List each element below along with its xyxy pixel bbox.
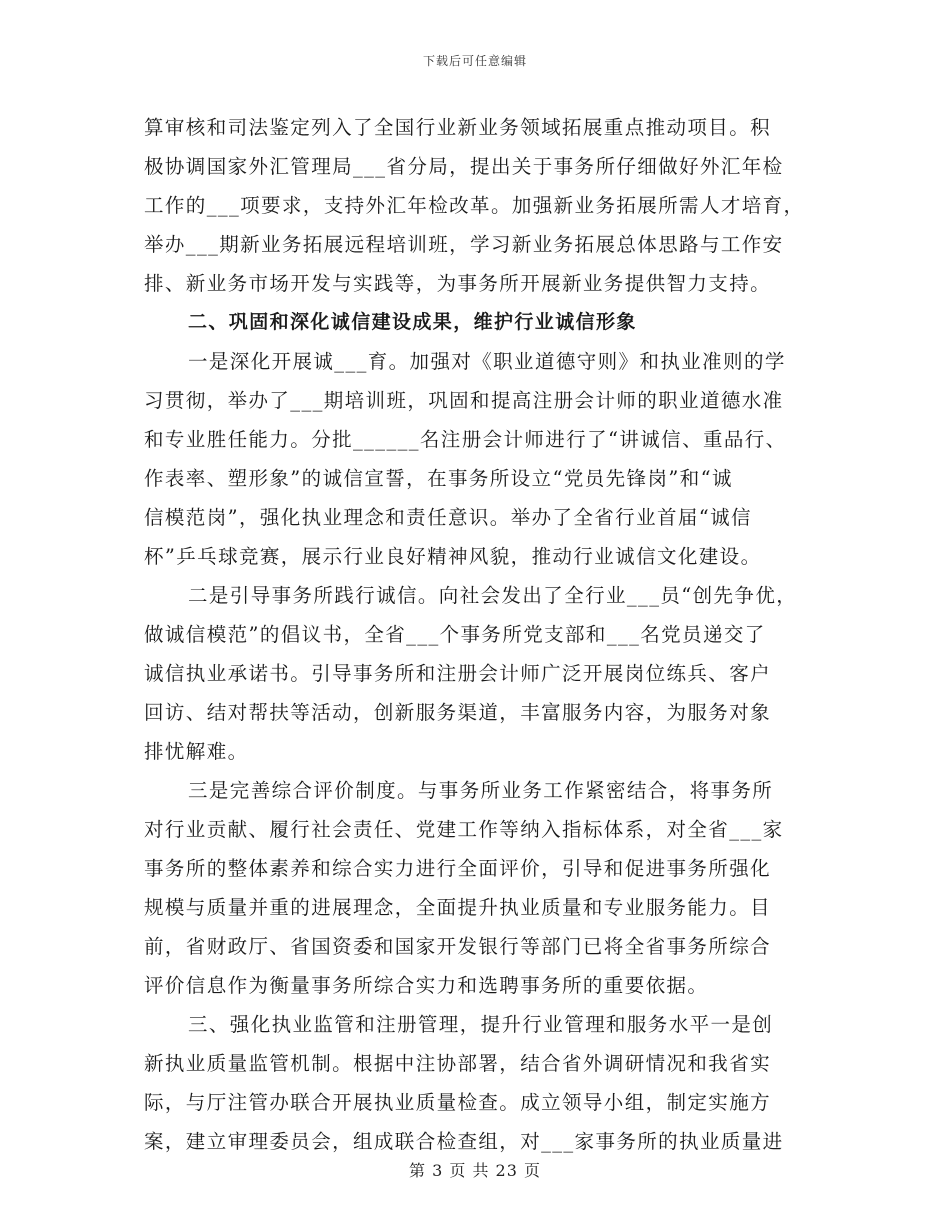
paragraph-line: 信模范岗”，强化执业理念和责任意识。举办了全省行业首届“诚信 (144, 506, 752, 529)
paragraph-line: 极协调国家外汇管理局___省分局，提出关于事务所仔细做好外汇年检 (144, 155, 784, 178)
paragraph-line: 规模与质量并重的进展理念，全面提升执业质量和专业服务能力。目 (144, 896, 772, 919)
paragraph-line: 算审核和司法鉴定列入了全国行业新业务领域拓展重点推动项目。积 (144, 116, 772, 139)
paragraph-line: 和专业胜任能力。分批______名注册会计师进行了“讲诚信、重品行、 (144, 428, 787, 451)
paragraph-line: 新执业质量监管机制。根据中注协部署，结合省外调研情况和我省实 (144, 1052, 772, 1075)
paragraph-line: 三是完善综合评价制度。与事务所业务工作紧密结合，将事务所 (188, 779, 774, 802)
paragraph-line: 一是深化开展诚___育。加强对《职业道德守则》和执业准则的学 (188, 350, 786, 373)
page-number-footer: 第 3 页 共 23 页 (409, 1161, 541, 1180)
paragraph-line: 做诚信模范”的倡议书，全省___个事务所党支部和___名党员递交了 (144, 623, 766, 646)
paragraph-line: 举办___期新业务拓展远程培训班，学习新业务拓展总体思路与工作安 (144, 233, 784, 256)
document-body (144, 108, 824, 1161)
paragraph-line: 杯”乒乓球竞赛，展示行业良好精神风貌，推动行业诚信文化建设。 (144, 545, 762, 568)
paragraph-line: 际，与厅注管办联合开展执业质量检查。成立领导小组，制定实施方 (144, 1091, 772, 1114)
paragraph-line: 习贯彻，举办了___期培训班，巩固和提高注册会计师的职业道德水准 (144, 389, 784, 412)
paragraph-line: 工作的___项要求，支持外汇年检改革。加强新业务拓展所需人才培育， (144, 194, 805, 217)
paragraph-line: 三、强化执业监管和注册管理，提升行业管理和服务水平一是创 (188, 1013, 774, 1036)
section-heading: 二、巩固和深化诚信建设成果，维护行业诚信形象 (188, 311, 637, 333)
paragraph-line: 对行业贡献、履行社会责任、党建工作等纳入指标体系，对全省___家 (144, 818, 784, 841)
paragraph-line: 案，建立审理委员会，组成联合检查组，对___家事务所的执业质量进 (144, 1130, 784, 1153)
paragraph-line: 前，省财政厅、省国资委和国家开发银行等部门已将全省事务所综合 (144, 935, 772, 958)
paragraph-line: 排、新业务市场开发与实践等，为事务所开展新业务提供智力支持。 (144, 272, 772, 295)
paragraph-line: 作表率、塑形象”的诚信宣誓，在事务所设立“党员先锋岗”和“诚 (144, 467, 733, 490)
paragraph-line: 诚信执业承诺书。引导事务所和注册会计师广泛开展岗位练兵、客户 (144, 662, 772, 685)
paragraph-line: 排忧解难。 (144, 740, 249, 763)
paragraph-line: 评价信息作为衡量事务所综合实力和选聘事务所的重要依据。 (144, 974, 709, 997)
page-header: 下载后可任意编辑 (422, 54, 527, 68)
paragraph-line: 回访、结对帮扶等活动，创新服务渠道，丰富服务内容，为服务对象 (144, 701, 772, 724)
paragraph-line: 二是引导事务所践行诚信。向社会发出了全行业___员“创先争优， (188, 584, 798, 607)
paragraph-line: 事务所的整体素养和综合实力进行全面评价，引导和促进事务所强化 (144, 857, 772, 880)
